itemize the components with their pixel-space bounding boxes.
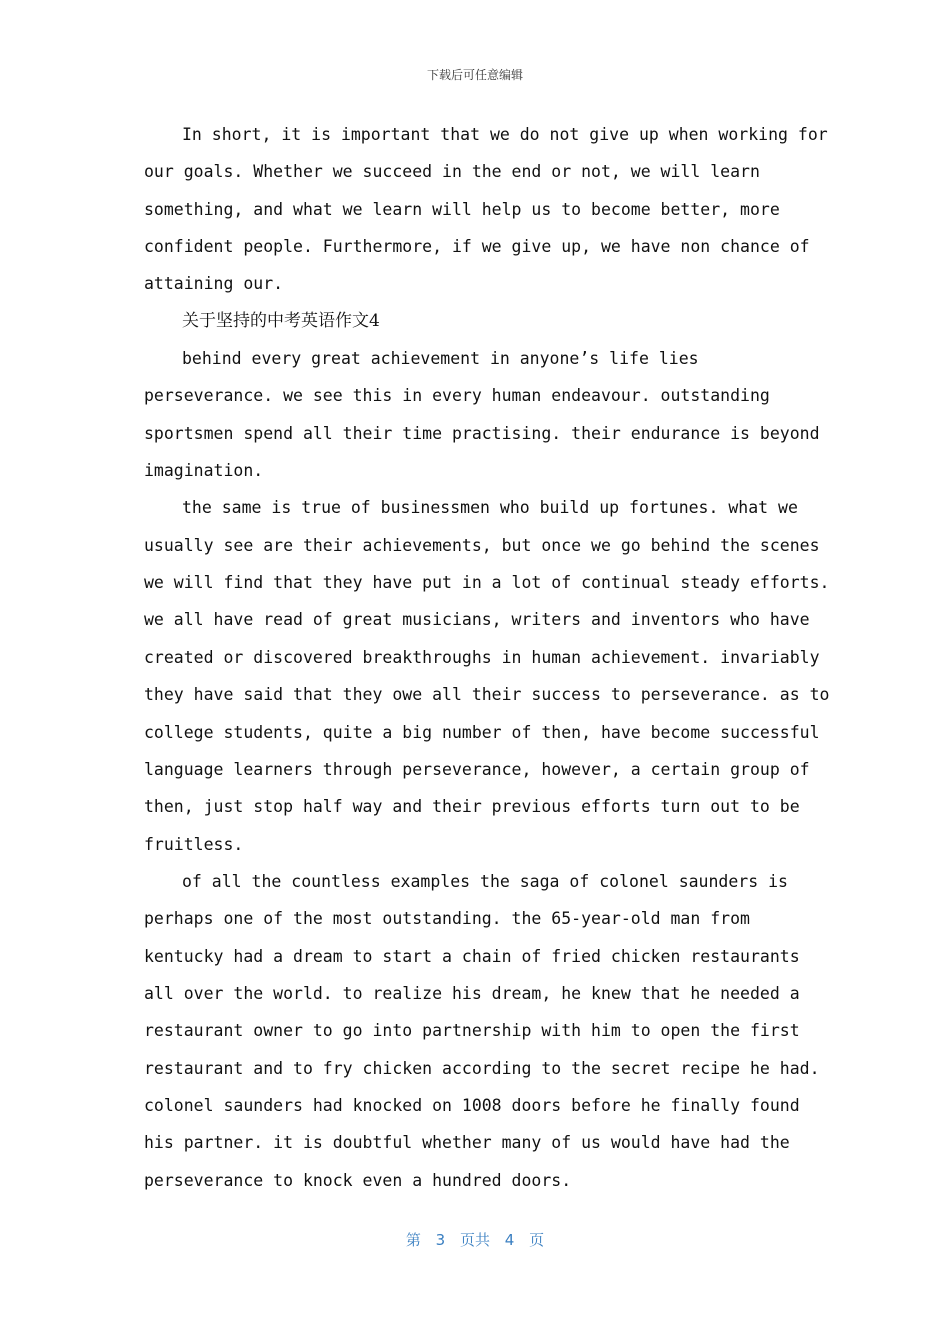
text-line: then, just stop half way and their previous efforts turn out to be [144, 797, 800, 817]
text-line: we all have read of great musicians, writers and inventors who have [144, 610, 810, 630]
text-line: our goals. Whether we succeed in the end or not, we will learn [144, 162, 760, 182]
text-line: restaurant owner to go into partnership with him to open the first [144, 1021, 800, 1041]
text-line: the same is true of businessmen who build up fortunes. what we [182, 498, 798, 518]
text-line: kentucky had a dream to start a chain of fried chicken restaurants [144, 946, 800, 966]
text-line: fruitless. [144, 834, 244, 854]
page-footer: 第 3 页共 4 页 [405, 1231, 545, 1249]
text-line: language learners through perseverance, however, a certain group of [144, 759, 810, 779]
section-heading: 关于坚持的中考英语作文4 [182, 310, 380, 331]
text-line: his partner. it is doubtful whether many of us would have had the [144, 1133, 790, 1153]
text-line: college students, quite a big number of then, have become successful [144, 722, 820, 742]
text-line: usually see are their achievements, but once we go behind the scenes [144, 535, 820, 555]
text-line: colonel saunders had knocked on 1008 doors before he finally found [144, 1095, 800, 1115]
text-line: of all the countless examples the saga of colonel saunders is [182, 871, 788, 891]
text-line: behind every great achievement in anyone’s life lies [182, 349, 699, 369]
text-line: attaining our. [144, 274, 284, 294]
document-body [144, 116, 830, 1199]
text-line: they have said that they owe all their success to perseverance. as to [144, 685, 830, 705]
text-line: perhaps one of the most outstanding. the 65-year-old man from [144, 909, 750, 929]
text-line: perseverance. we see this in every human endeavour. outstanding [144, 386, 770, 406]
text-line: In short, it is important that we do not give up when working for [182, 125, 828, 144]
text-line: confident people. Furthermore, if we give up, we have non chance of [144, 237, 810, 257]
text-line: created or discovered breakthroughs in human achievement. invariably [144, 647, 820, 667]
text-line: all over the world. to realize his dream, he knew that he needed a [144, 983, 800, 1003]
text-line: something, and what we learn will help us to become better, more [144, 199, 780, 219]
text-line: imagination. [144, 461, 264, 481]
text-line: sportsmen spend all their time practising. their endurance is beyond [144, 423, 820, 443]
text-line: perseverance to knock even a hundred doors. [144, 1170, 572, 1190]
text-line: restaurant and to fry chicken according to the secret recipe he had. [144, 1058, 820, 1078]
page-header: 下载后可任意编辑 [426, 68, 523, 82]
text-line: we will find that they have put in a lot of continual steady efforts. [144, 573, 830, 593]
